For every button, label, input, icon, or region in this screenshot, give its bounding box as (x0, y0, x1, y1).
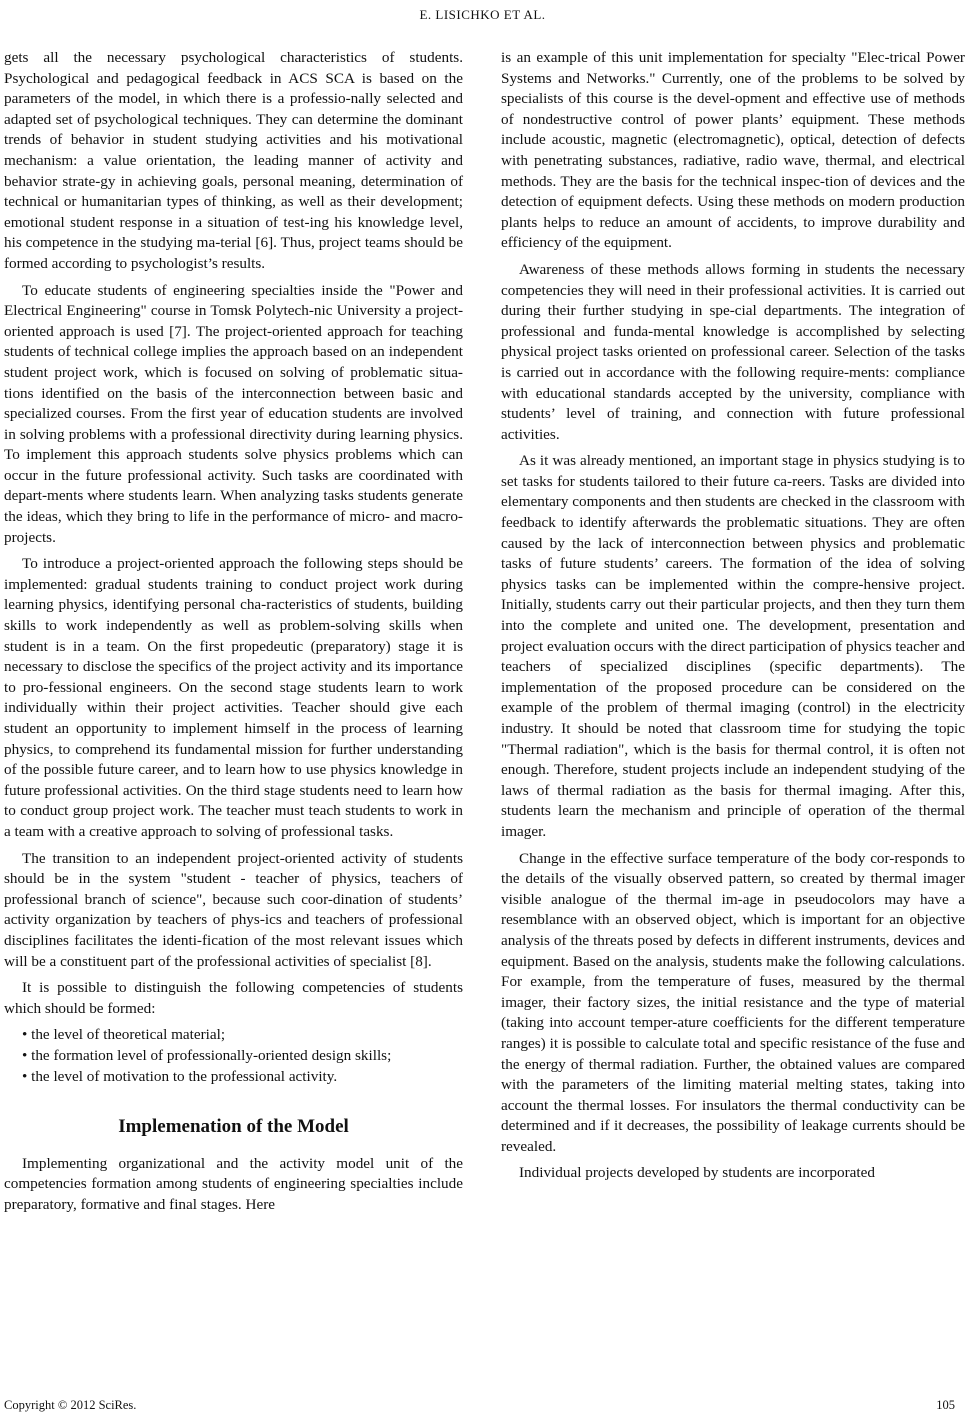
paragraph: To introduce a project-oriented approach the following steps should be implemented: gradual students training to conduct project work during learning physics, identifying personal cha-racteristics of students, building skills to work independently as well as problem-solving skills when student is in a team. On the first propedeutic (preparatory) stage it is necessary to disclose the specifics of the project activity and its importance to pro-fessional engineers. On the second stage students learn to work individually within their project activities. Teacher should give each student an opportunity to implement himself in the process of learning physics, to comprehend its fundamental mission for further understanding of the possible future career, and to learn how to use physics knowledge in future professional activities. On the third stage students need to learn how to conduct group project work. The teacher must teach students to work in a team with a creative approach to solving of professional tasks. (4, 555, 463, 840)
paragraph: Individual projects developed by students are incorporated (519, 1164, 875, 1182)
list-item: • the formation level of professionally-oriented design skills; (22, 1046, 392, 1064)
paragraph: gets all the necessary psychological characteristics of students. Psychological and pedagogical feedback in ACS SCA is based on the parameters of the model, in which there is a professio-nally selected and adapted set of psychological techniques. They can determine the dominant trends of behavior in student studying activities and his motivational mechanism: a value orientation, the leading manner of activity and behavior strate-gy in achieving goals, personal meaning, determination of technical or humanitarian types of thinking, as well as their development; emotional student response in a situation of test-ing his knowledge level, his competence in the studying ma-terial [6]. Thus, project teams should be formed according to psychologist’s results. (4, 49, 463, 272)
paragraph: The transition to an independent project-oriented activity of students should be in the system "student - teacher of physics, teachers of professional branch of science", because such coor-dination of students’ activity organization by teachers of phys-ics and teachers of professional disciplines facilitates the identi-fication of the most relevant issues which will be a constituent part of the professional activities of specialist [8]. (4, 849, 463, 970)
left-column (4, 48, 463, 1221)
page-number: 105 (936, 1398, 955, 1412)
list-item: • the level of theoretical material; (22, 1026, 226, 1044)
paragraph: To educate students of engineering specialties inside the "Power and Electrical Engineering" course in Tomsk Polytech-nic University a project-oriented approach is used [7]. The project-oriented approach for teaching students of technical college implies the approach based on an independent student project work, which is focused on solving of problematic situa-tions identified on the basis of the interconnection between basic and specialized courses. From the first year of education students are involved in solving problems with a professional directivity during learning physics. To implement this approach students solve physics problems which can occur in the future professional activity. Such tasks are coordinated with depart-ments where students learn. When analyzing tasks students generate the ideas, which they bring to life in the performance of micro- and macro-projects. (4, 281, 463, 546)
list-item: • the level of motivation to the professional activity. (22, 1067, 338, 1085)
competency-list (4, 1025, 463, 1087)
paragraph: Change in the effective surface temperature of the body cor-responds to the details of the visually observed pattern, so created by thermal imager visible analogue of the thermal im-age in pseudocolors may have a resemblance with an observed object, which is important for an objective analysis of the threats posed by defects in different instruments, devices and equipment. Based on the analysis, students make the following calculations. For example, from the temperature of fuses, measured by the thermal imager, their factory sizes, the initial resistance and the type of material (taking into account temper-ature coefficients for the different temperature ranges) it is possible to calculate total and specific resistance of the fuse and the energy of thermal radiation. Further, the obtained values are compared with the parameters of the limiting material melting states, taking into account the thermal losses. For insulators the thermal conductivity can be determined and if it decreases, the possibility of leakage currents should be revealed. (501, 849, 965, 1155)
paragraph: As it was already mentioned, an important stage in physics studying is to set tasks for students tailored to their future ca-reers. Tasks are divided into elementary components and then students are checked in the classroom with feedback to identify afterwards the problematic situations. They are often caused by the lack of interconnection between physics and problematic tasks of future students’ careers. The formation of the idea of solving physics tasks can be implemented within the compre-hensive project. Initially, students carry out their particular projects, and then they turn them into the complete and united one. The development, presentation and project evaluation occurs with the direct participation of physics teacher and teachers of specialized disciplines (specific departments). The implementation of the proposed procedure can be considered on the example of the problem of thermal imaging (control) in the electricity industry. It should be noted that classroom time for studying the topic "Thermal radiation", which is the basis for thermal control, it is often not enough. Therefore, student projects include an independent studying of the laws of thermal radiation as the basis for thermal imaging. After this, students learn the mechanism and principle of operation of the thermal imager. (501, 452, 965, 840)
paragraph: Awareness of these methods allows forming in students the necessary competencies they will need in their professional activities. It is carried out during their further studying in spe-cial departments. The integration of professional and funda-mental knowledge is accomplished by selecting physical project tasks oriented on professional career. Selection of the tasks is carried out in accordance with the following require-ments: compliance with educational standards accepted by the university, compliance with students’ level of training, and connection with future professional activities. (501, 260, 965, 443)
running-header: E. LISICHKO ET AL. (419, 7, 546, 22)
paragraph: Implementing organizational and the activity model unit of the competencies formation among students of engineering specialties include preparatory, formative and final stages. Here (4, 1154, 463, 1213)
section-title: Implemenation of the Model (118, 1116, 349, 1138)
paragraph: is an example of this unit implementation for specialty "Elec-trical Power Systems and Networks." Currently, one of the problems to be solved by specialists of this course is the devel-opment and effective use of methods of nondestructive control of power plants’ equipment. These methods include acoustic, magnetic (electromagnetic), optical, detection of defects with penetrating substances, radiative, radio wave, thermal, and electrical methods. They are the basis for the technical inspec-tion of devices and the detection of equipment defects. Using these methods on modern production plants helps to reduce an amount of accidents, to improve durability and efficiency of the equipment. (501, 49, 965, 252)
copyright-footer: Copyright © 2012 SciRes. (4, 1398, 137, 1412)
paragraph: It is possible to distinguish the following competencies of students which should be formed: (4, 979, 463, 1017)
right-column (501, 48, 965, 1190)
